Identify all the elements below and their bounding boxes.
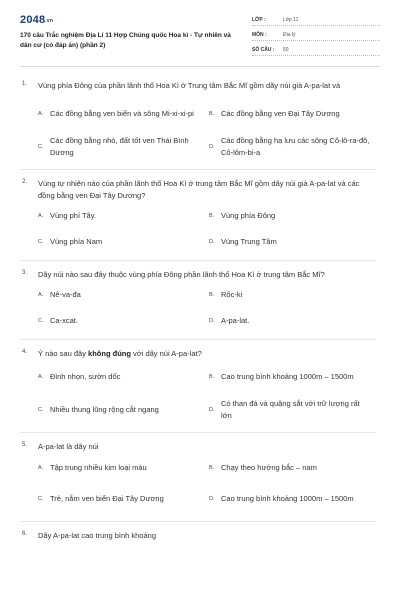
option-b[interactable] — [209, 457, 380, 479]
option-letter: B. — [209, 465, 215, 471]
option-text: Chạy theo hướng bắc – nam — [221, 463, 317, 472]
option-letter: B. — [209, 374, 215, 380]
option-letter: A. — [38, 213, 44, 219]
question-number: 1. — [22, 81, 28, 87]
option-b[interactable] — [209, 206, 380, 226]
option-c[interactable] — [38, 134, 209, 160]
option-text: Cao trung bình khoảng 1000m – 1500m — [221, 494, 354, 503]
question-list — [0, 80, 400, 542]
option-text: Vùng phía Đông — [221, 211, 276, 220]
option-text: Tập trung nhiều kim loại màu — [50, 463, 147, 472]
option-letter: D. — [209, 407, 215, 413]
question-text-end: với dãy núi A-pa-lat? — [130, 349, 202, 358]
question-5 — [0, 441, 400, 519]
meta-label: MÔN : — [252, 31, 267, 38]
question-text: Vùng phía Đông của phần lãnh thổ Hoa Kì ở Trung tâm Bắc Mĩ gồm dãy núi già A-pa-lat và — [38, 81, 341, 90]
page-title: 170 câu Trắc nghiệm Địa Lí 11 Hợp Chúng quốc Hoa kì - Tự nhiên và dân cư (có đáp án) (phần 2) — [20, 32, 231, 49]
option-letter: B. — [209, 292, 215, 298]
options — [38, 364, 376, 430]
meta-label: LỚP : — [252, 16, 266, 23]
option-text: Vùng phía Nam — [50, 237, 103, 246]
question-number: 6. — [22, 531, 28, 537]
option-d[interactable] — [209, 397, 380, 423]
question-divider — [20, 339, 376, 340]
meta-info — [252, 14, 380, 59]
question-4 — [0, 348, 400, 430]
option-c[interactable] — [38, 486, 209, 512]
header-divider — [20, 66, 380, 67]
question-text: A-pa-lat là dãy núi — [38, 442, 99, 451]
option-letter: A. — [38, 465, 44, 471]
question-6 — [0, 530, 400, 542]
option-text: Đỉnh nhọn, sườn dốc — [50, 372, 121, 381]
question-divider — [20, 169, 376, 170]
question-text-emphasis: không đúng — [88, 349, 131, 358]
question-divider — [20, 521, 376, 522]
meta-value: 50 — [283, 46, 289, 53]
question-text: Vùng tự nhiên nào của phần lãnh thổ Hoa Kì ở trung tâm Bắc Mĩ gồm dãy núi già A-pa-lat và các đồng bằng ven Đại Tây Dương? — [38, 179, 360, 200]
question-1 — [0, 80, 400, 167]
option-c[interactable] — [38, 232, 209, 252]
option-text: Rốc-ki — [221, 290, 243, 299]
option-letter: C. — [38, 496, 44, 502]
option-b[interactable] — [209, 101, 380, 127]
option-a[interactable] — [38, 457, 209, 479]
option-text: Các đồng bằng ven Đại Tây Dương — [221, 109, 340, 118]
question-divider — [20, 432, 376, 433]
option-a[interactable] — [38, 206, 209, 226]
option-d[interactable] — [209, 232, 380, 252]
options — [38, 206, 376, 258]
option-b[interactable] — [209, 364, 380, 390]
option-text: Các đồng bằng hạ lưu các sông Cô-lô-ra-đô, Cô-lôm-bi-a — [221, 136, 370, 157]
option-letter: A. — [38, 292, 44, 298]
option-text: Vùng phí Tây. — [50, 211, 97, 220]
option-text: Có than đá và quặng sắt với trữ lượng rất lớn — [221, 399, 360, 420]
option-letter: B. — [209, 111, 215, 117]
option-text: Nhiều thung lũng rộng cắt ngang — [50, 405, 159, 414]
option-letter: C. — [38, 407, 44, 413]
option-text: Vùng Trung Tâm — [221, 237, 277, 246]
meta-value: Lớp 11 — [283, 16, 299, 23]
meta-row-subject — [252, 29, 380, 41]
meta-label: SỐ CÂU : — [252, 46, 275, 53]
option-letter: A. — [38, 111, 44, 117]
option-text: Các đồng bằng ven biển và sông Mi-xi-xi-pi — [50, 109, 194, 118]
option-letter: C. — [38, 144, 44, 150]
option-c[interactable] — [38, 397, 209, 423]
question-divider — [20, 260, 376, 261]
question-number: 5. — [22, 442, 28, 448]
logo-suffix: .vn — [45, 18, 54, 24]
question-text: Dãy A-pa-lat cao trung bình khoảng — [38, 531, 156, 540]
question-text-start: Ý nào sau đây — [38, 349, 89, 358]
option-a[interactable] — [38, 285, 209, 305]
question-text: Dãy núi nào sau đây thuộc vùng phía Đông phần lãnh thổ Hoa Kì ở trung tâm Bắc Mĩ? — [38, 270, 325, 279]
meta-value: Địa lý — [283, 31, 296, 38]
option-letter: B. — [209, 213, 215, 219]
question-number: 3. — [22, 270, 28, 276]
option-d[interactable] — [209, 134, 380, 160]
options — [38, 457, 376, 519]
option-text: Trẻ, nằm ven biển Đại Tây Dương — [50, 494, 164, 503]
option-text: Cao trung bình khoảng 1000m – 1500m — [221, 372, 354, 381]
option-letter: D. — [209, 496, 215, 502]
options — [38, 101, 376, 167]
header — [0, 0, 400, 60]
logo-text: 2048 — [20, 14, 46, 26]
option-letter: C. — [38, 239, 44, 245]
question-text — [38, 348, 376, 360]
question-2 — [0, 178, 400, 258]
question-number: 2. — [22, 179, 28, 185]
option-letter: A. — [38, 374, 44, 380]
option-letter: C. — [38, 318, 44, 324]
option-c[interactable] — [38, 311, 209, 331]
meta-row-class — [252, 14, 380, 26]
option-text: Các đồng bằng nhỏ, đất tốt ven Thái Bình Dương — [50, 136, 189, 157]
question-number: 4. — [22, 349, 28, 355]
option-text: Nê-va-đa — [50, 290, 81, 299]
option-d[interactable] — [209, 311, 380, 331]
meta-row-count — [252, 44, 380, 56]
options — [38, 285, 376, 337]
option-text: Ca-xcat. — [50, 316, 78, 325]
question-3 — [0, 269, 400, 337]
option-d[interactable] — [209, 486, 380, 512]
option-letter: D. — [209, 239, 215, 245]
option-a[interactable] — [38, 364, 209, 390]
option-letter: D. — [209, 318, 215, 324]
option-letter: D. — [209, 144, 215, 150]
option-a[interactable] — [38, 101, 209, 127]
option-b[interactable] — [209, 285, 380, 305]
option-text: A-pa-lat. — [221, 316, 250, 325]
